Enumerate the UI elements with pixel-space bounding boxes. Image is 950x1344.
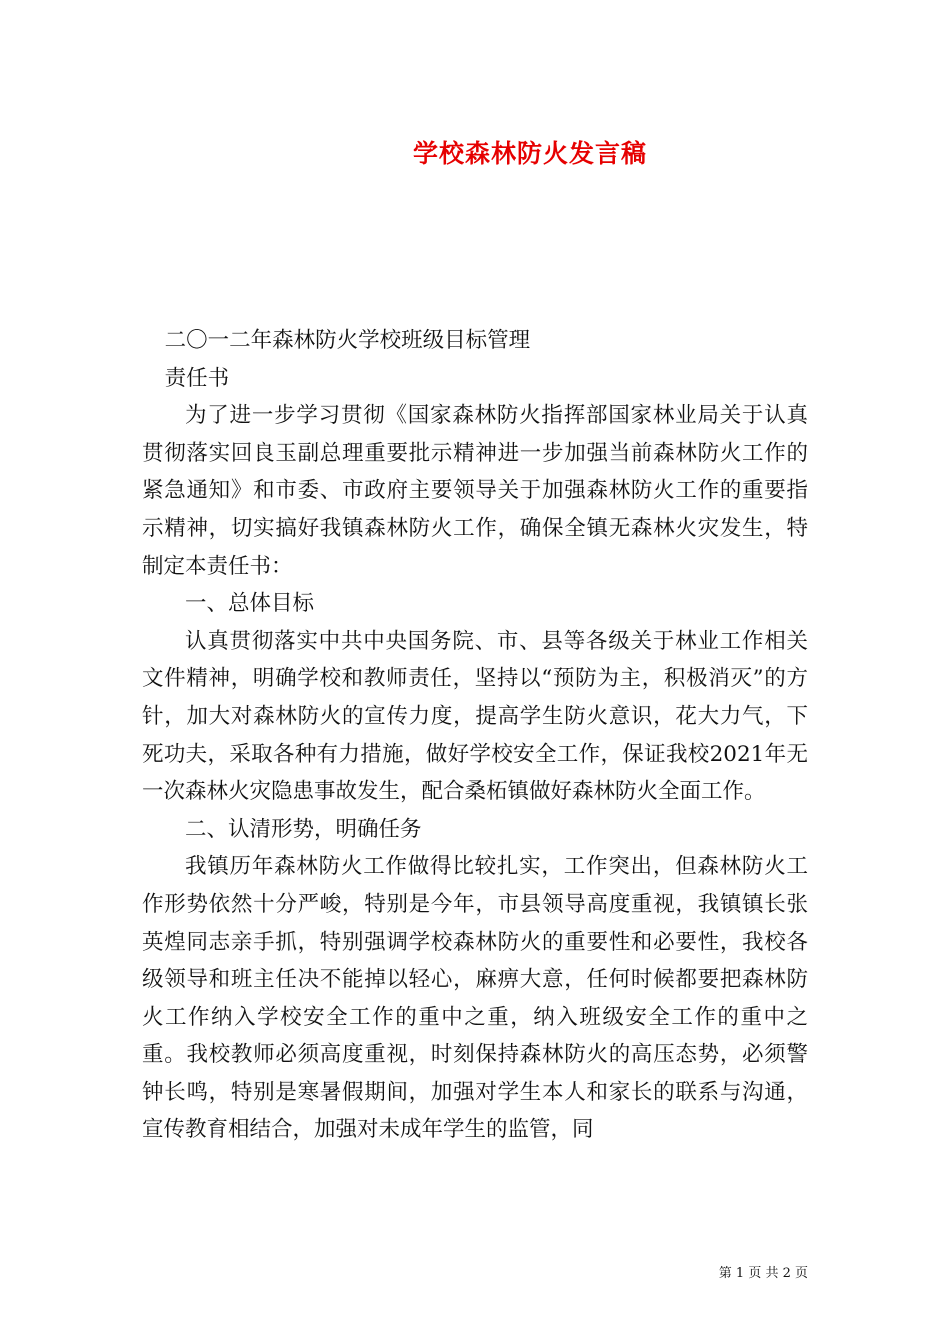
section-heading-overall-goal: 一、总体目标: [185, 591, 315, 617]
document-title: 学校森林防火发言稿: [412, 139, 647, 168]
paragraph-intro: 为了进一步学习贯彻《国家森林防火指挥部国家林业局关于认真贯彻落实回良玉副总理重要批示精神进一步加强当前森林防火工作的紧急通知》和市委、市政府主要领导关于加强森林防火工作的重要指示精神，切实搞好我镇森林防火工作，确保全镇无森林火灾发生，特制定本责任书：: [142, 403, 808, 579]
document-body: [142, 322, 808, 1149]
paragraph-situation: 我镇历年森林防火工作做得比较扎实，工作突出，但森林防火工作形势依然十分严峻，特别是今年，市县领导高度重视，我镇镇长张英煌同志亲手抓，特别强调学校森林防火的重要性和必要性，我校各级领导和班主任决不能掉以轻心，麻痹大意，任何时候都要把森林防火工作纳入学校安全工作的重中之重，纳入班级安全工作的重中之重。我校教师必须高度重视，时刻保持森林防火的高压态势，必须警钟长鸣，特别是寒暑假期间，加强对学生本人和家长的联系与沟通，宣传教育相结合，加强对未成年学生的监管，同: [142, 854, 808, 1143]
paragraph-responsibility: 责任书: [164, 365, 230, 391]
paragraph-overall-goal: 认真贯彻落实中共中央国务院、市、县等各级关于林业工作相关文件精神，明确学校和教师责任，坚持以“预防为主，积极消灭”的方针，加大对森林防火的宣传力度，提高学生防火意识，花大力气，下死功夫，采取各种有力措施，做好学校安全工作，保证我校2021年无一次森林火灾隐患事故发生，配合桑柘镇做好森林防火全面工作。: [142, 628, 808, 805]
paragraph-heading-line: 二〇一二年森林防火学校班级目标管理: [164, 328, 531, 353]
section-heading-situation: 二、认清形势，明确任务: [185, 816, 422, 842]
page-number: 第 1 页 共 2 页: [718, 1266, 808, 1281]
